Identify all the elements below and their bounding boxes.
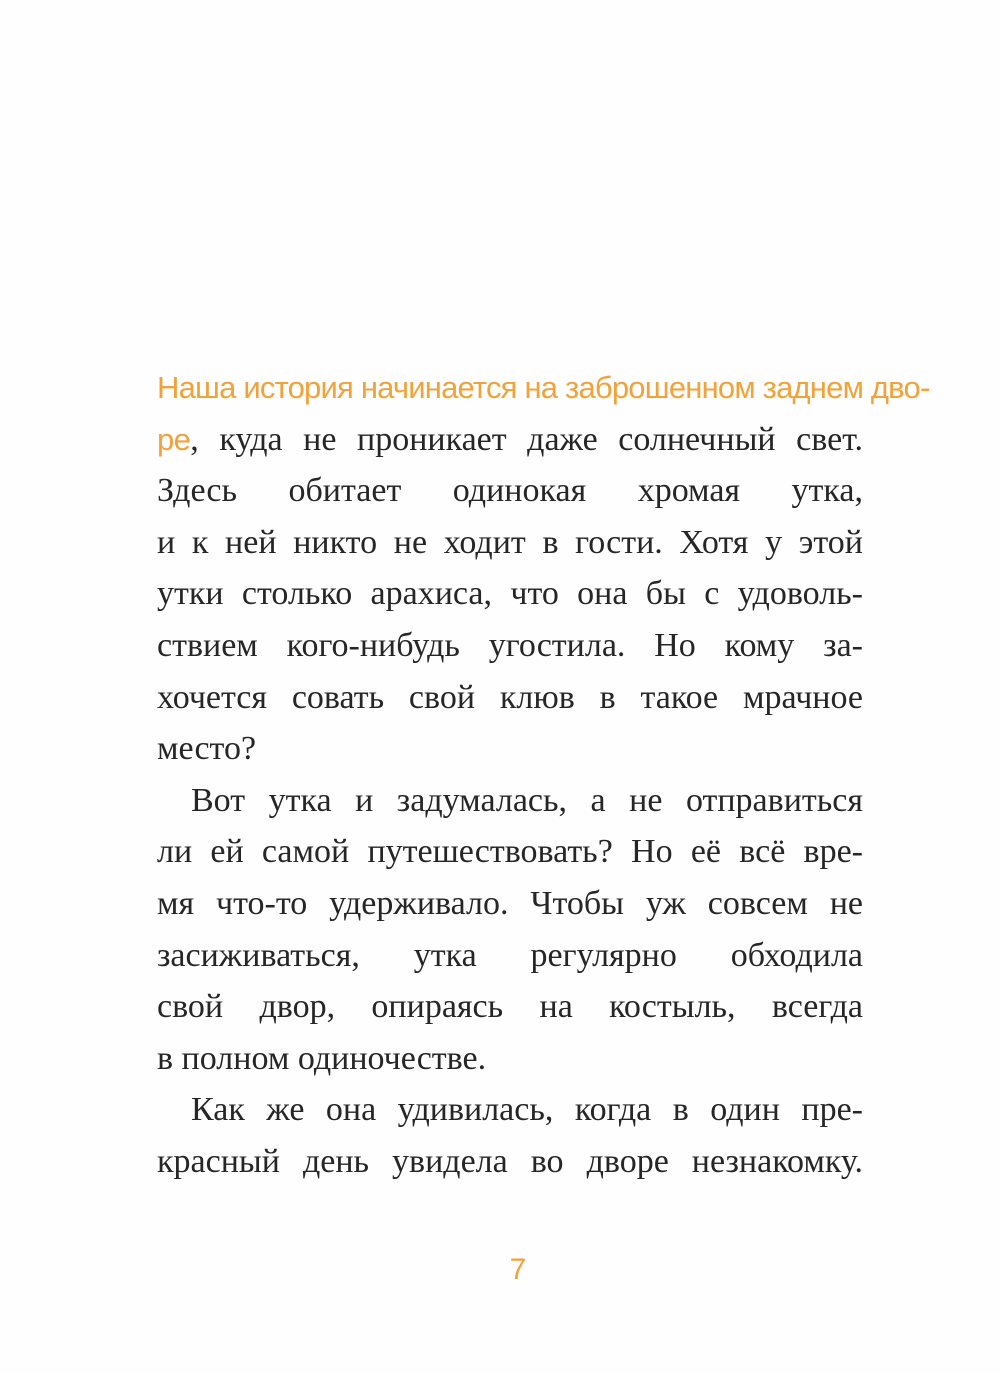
paragraph-2-line: Вот утка и задумалась, а не отправиться [191,781,863,819]
paragraph-1-line: ствием кого-нибудь угостила. Но кому за- [157,626,863,664]
lead-line-2 [157,414,863,466]
paragraph-2-line: ли ей самой путешествовать? Но её всё вре- [157,833,863,871]
lead-line-1: Наша история начинается на заброшенном заднем дво- [157,370,930,405]
paragraph-3-line: Как же она удивилась, когда в один пре- [191,1091,863,1129]
body-text [157,362,930,1188]
page-number: 7 [509,1253,527,1286]
paragraph-3-line: красный день увидела во дворе незнакомку. [157,1142,863,1180]
paragraph-1-line: хочется совать свой клюв в такое мрачное [157,678,863,716]
paragraph-2-line: мя что-то удерживало. Чтобы уж совсем не [157,884,863,922]
paragraph-2-line: свой двор, опираясь на костыль, всегда [157,988,863,1026]
paragraph-2-line: в полном одиночестве. [157,1039,487,1077]
paragraph-1-line: утки столько арахиса, что она бы с удоволь- [157,575,863,613]
paragraph-1-line: и к ней никто не ходит в гости. Хотя у этой [157,523,863,561]
paragraph-1-line: Здесь обитает одинокая хромая утка, [157,472,863,510]
paragraph-2-line: засиживаться, утка регулярно обходила [157,936,863,974]
lead-line-2-rest: , куда не проникает даже солнечный свет. [190,420,863,458]
paragraph-1-line: место? [157,730,257,768]
lead-line-2-accent: ре [157,421,191,457]
